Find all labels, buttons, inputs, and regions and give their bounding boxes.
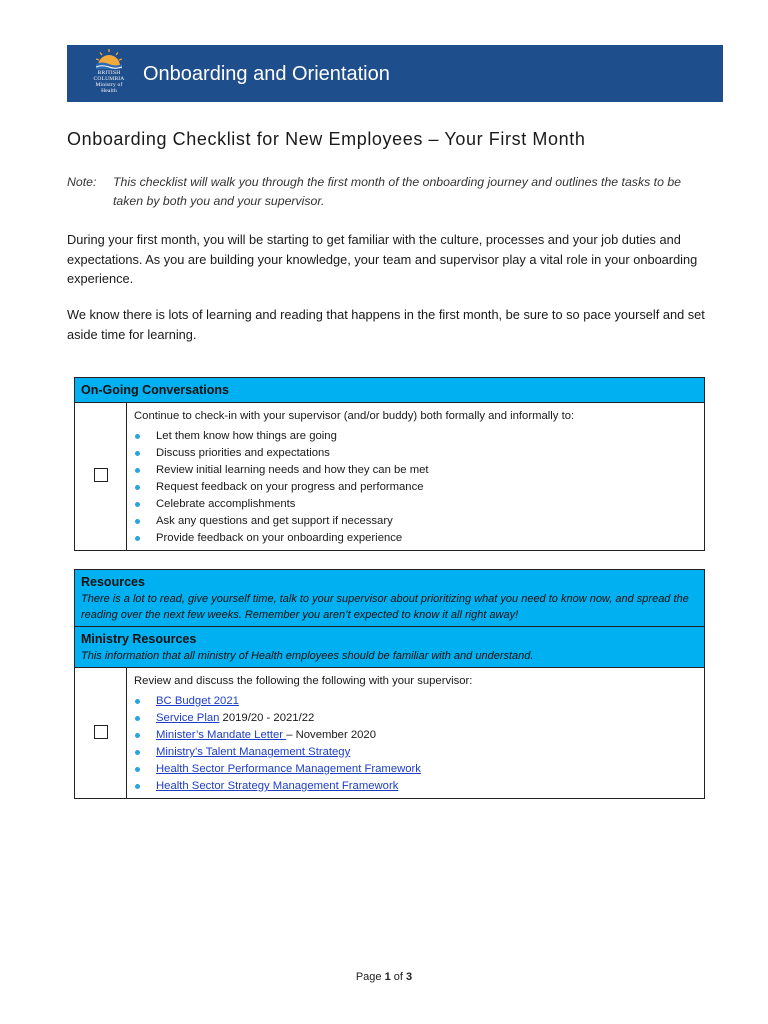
conversations-check-cell: [75, 403, 127, 551]
resources-subtitle: There is a lot to read, give yourself time, talk to your supervisor about prioritizing what you need to know now, and spread the reading over the next few weeks. Remember you aren’t expected to know it all right away!: [81, 593, 689, 621]
bc-budget-link[interactable]: BC Budget 2021: [156, 695, 239, 707]
resources-check-cell: [75, 668, 127, 799]
header-banner: [67, 45, 723, 102]
resources-checkbox[interactable]: [94, 725, 108, 739]
total-pages: 3: [406, 971, 413, 983]
conversations-list: [134, 428, 697, 547]
list-item: Request feedback on your progress and performance: [134, 479, 697, 496]
of-word: of: [393, 971, 403, 983]
performance-framework-link[interactable]: Health Sector Performance Management Framework: [156, 763, 421, 775]
document-title: Onboarding Checklist for New Employees – Your First Month: [67, 129, 586, 149]
note-text: This checklist will walk you through the first month of the onboarding journey and outlines the tasks to be taken by both you and your supervisor.: [113, 175, 682, 208]
resources-content: [127, 668, 705, 799]
header-title: Onboarding and Orientation: [143, 63, 390, 85]
note-label: Note:: [67, 175, 97, 189]
ministry-resources-subtitle: This information that all ministry of Health employees should be familiar with and understand.: [81, 650, 534, 662]
list-item: Ask any questions and get support if necessary: [134, 513, 697, 530]
list-item: [134, 727, 697, 744]
resources-header: [75, 570, 705, 627]
link-suffix: 2019/20 - 2021/22: [219, 712, 315, 724]
sun-icon: [96, 49, 122, 69]
page-word: Page: [355, 971, 382, 983]
resources-title: Resources: [81, 575, 145, 589]
logo-line: BRITISH: [97, 70, 121, 76]
conversations-table: [74, 377, 705, 551]
resources-table: [74, 569, 705, 799]
list-item: Discuss priorities and expectations: [134, 445, 697, 462]
conversations-content: [127, 403, 705, 551]
strategy-framework-link[interactable]: Health Sector Strategy Management Framework: [156, 780, 399, 792]
link-suffix: – November 2020: [286, 729, 376, 741]
mandate-letter-link[interactable]: Minister’s Mandate Letter: [156, 729, 287, 741]
list-item: [134, 778, 697, 795]
logo-line: Health: [101, 88, 117, 94]
list-item: Let them know how things are going: [134, 428, 697, 445]
ministry-resources-title: Ministry Resources: [81, 632, 197, 646]
service-plan-link[interactable]: Service Plan: [156, 712, 220, 724]
conversations-checkbox[interactable]: [94, 468, 108, 482]
logo-text: [85, 70, 133, 94]
resources-intro: Review and discuss the following the following with your supervisor:: [134, 675, 473, 687]
talent-strategy-link[interactable]: Ministry’s Talent Management Strategy: [156, 746, 351, 758]
bc-logo: [85, 48, 133, 100]
resources-list: [134, 693, 697, 795]
list-item: Provide feedback on your onboarding experience: [134, 530, 697, 547]
list-item: [134, 710, 697, 727]
list-item: [134, 761, 697, 778]
note: [67, 173, 707, 211]
paragraph-first-month: During your first month, you will be starting to get familiar with the culture, processes and your job duties and expectations. As you are building your knowledge, your team and supervisor play a vital role in your onboarding experience.: [67, 232, 698, 286]
logo-line: COLUMBIA: [93, 76, 125, 82]
conversations-intro: Continue to check-in with your supervisor (and/or buddy) both formally and informally to:: [134, 410, 575, 422]
current-page: 1: [384, 971, 391, 983]
conversations-header: [75, 378, 705, 403]
page-footer: [0, 971, 768, 983]
logo-line: Ministry of: [95, 82, 123, 88]
list-item: [134, 693, 697, 710]
ministry-resources-header: [75, 627, 705, 668]
conversations-title: On-Going Conversations: [81, 383, 229, 397]
list-item: [134, 744, 697, 761]
paragraph-learning: We know there is lots of learning and reading that happens in the first month, be sure to so pace yourself and set aside time for learning.: [67, 307, 705, 342]
list-item: Review initial learning needs and how they can be met: [134, 462, 697, 479]
list-item: Celebrate accomplishments: [134, 496, 697, 513]
